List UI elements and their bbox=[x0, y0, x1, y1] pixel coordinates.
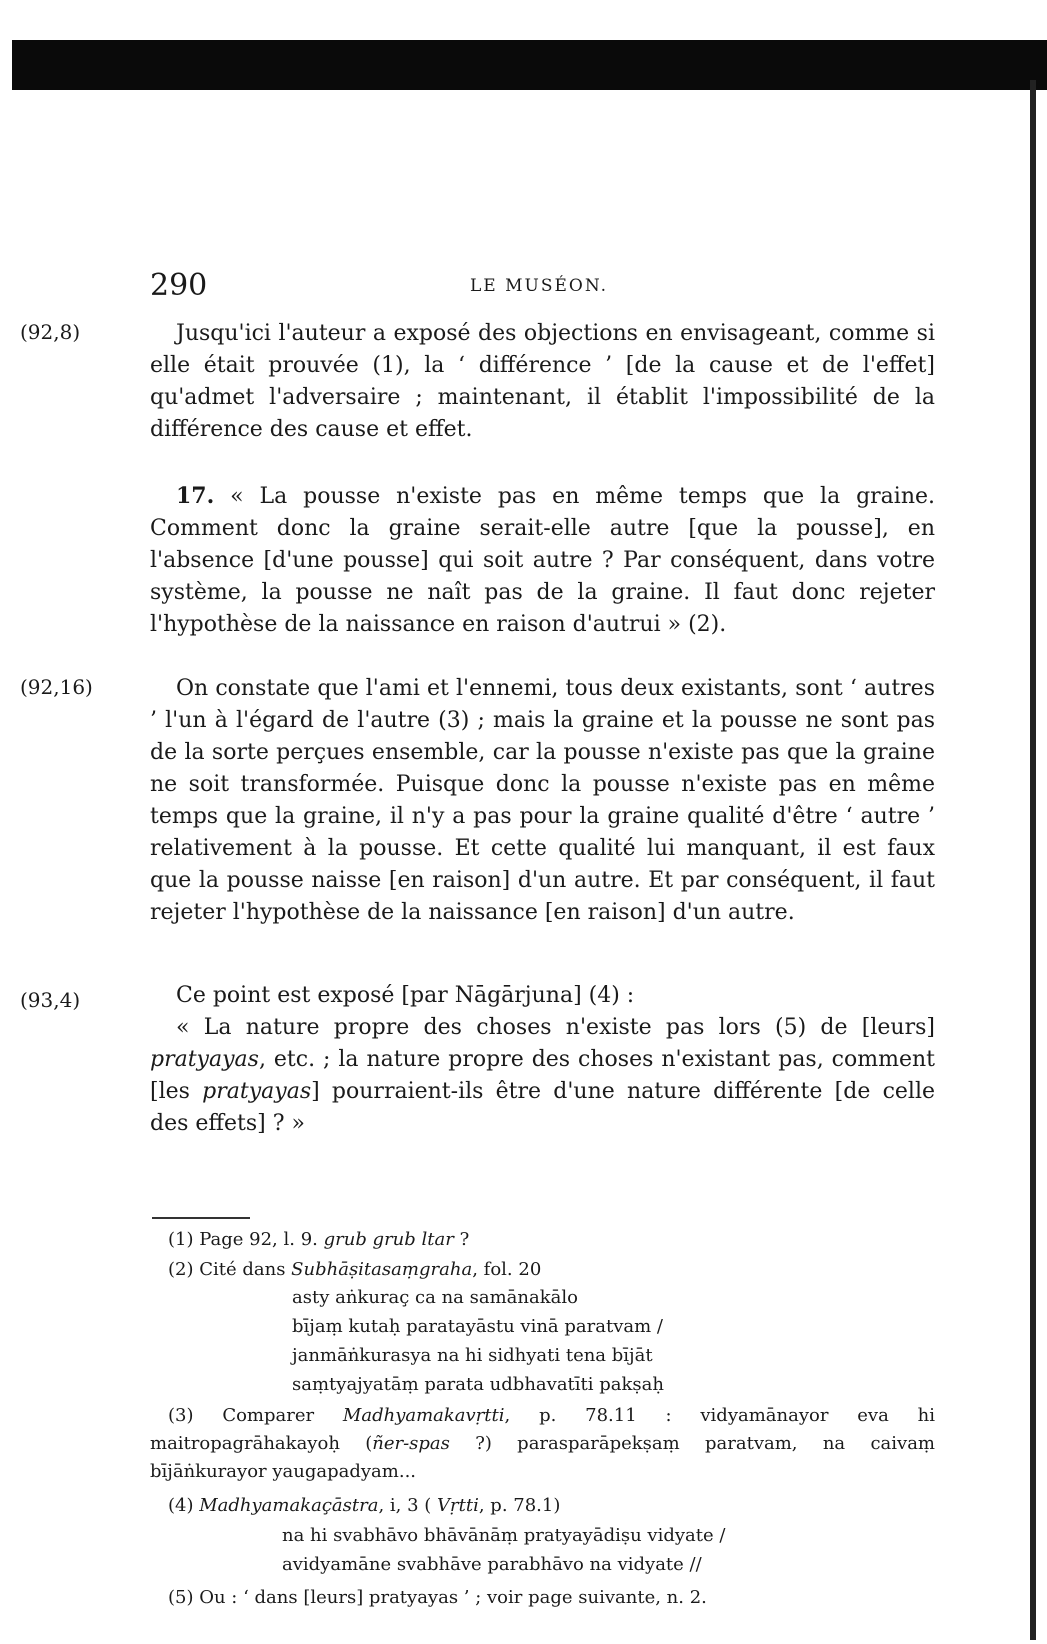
page-number: 290 bbox=[150, 268, 208, 303]
scan-top-border bbox=[12, 40, 1047, 90]
verse-line: na hi svabhāvo bhāvānāṃ pratyayādiṣu vidyate / bbox=[282, 1525, 726, 1546]
verse-text: « La pousse n'existe pas en même temps que la graine. Comment donc la graine serait-elle autre [que la pousse], en l'absence [d'une pousse] qui soit autre ? Par conséquent, dans votre système, la pousse ne naît pas de la graine. Il faut donc rejeter l'hypothèse de la naissance en raison d'autrui » (2). bbox=[150, 484, 935, 637]
footnote-text: (4) bbox=[168, 1495, 200, 1516]
footnote-4 bbox=[168, 1492, 560, 1520]
footnote-text: (3) Comparer bbox=[168, 1405, 343, 1426]
footnote-italic: Vṛtti bbox=[437, 1495, 479, 1516]
footnote-text: (1) Page 92, l. 9. bbox=[168, 1229, 324, 1250]
paragraph: On constate que l'ami et l'ennemi, tous deux existants, sont ‘ autres ’ l'un à l'égard de l'autre (3) ; mais la graine et la pousse ne sont pas de la sorte perçues ensemble, car la pousse n'existe pas que la graine ne soit transformée. Puisque donc la pousse n'existe pas en même temps que la graine, il n'y a pas pour la graine qualité d'être ‘ autre ’ relativement à la pousse. Et cette qualité lui manquant, il est faux que la pousse naisse [en raison] d'un autre. Et par conséquent, il faut rejeter l'hypothèse de la naissance [en raison] d'un autre. bbox=[150, 676, 935, 925]
quote-italic: pratyayas bbox=[202, 1079, 312, 1104]
quote-italic: pratyayas bbox=[150, 1047, 259, 1072]
footnote-text: , i, 3 ( bbox=[378, 1495, 438, 1516]
verse-number: 17. bbox=[176, 483, 215, 509]
footnote-text: , p. 78.1) bbox=[478, 1495, 561, 1516]
footnote-5: (5) Ou : ‘ dans [leurs] pratyayas ’ ; voir page suivante, n. 2. bbox=[168, 1587, 707, 1608]
footnote-italic: grub grub ltar bbox=[323, 1229, 454, 1250]
verse-line: janmāṅkurasya na hi sidhyati tena bījāt bbox=[292, 1345, 653, 1366]
verse-line: bījaṃ kutaḥ paratayāstu vinā paratvam / bbox=[292, 1316, 663, 1337]
verse-line: avidyamāne svabhāve parabhāvo na vidyate // bbox=[282, 1554, 702, 1575]
footnote-3 bbox=[150, 1402, 935, 1486]
scan-right-edge bbox=[1030, 80, 1036, 1640]
footnote-2 bbox=[168, 1256, 541, 1284]
margin-ref: (93,4) bbox=[20, 988, 81, 1012]
footnote-rule bbox=[152, 1217, 250, 1219]
running-head: LE MUSÉON. bbox=[470, 276, 609, 296]
quote-text: ] pourraient-ils être d'une nature différente [de celle des effets] ? » bbox=[150, 1079, 936, 1136]
verse-line: saṃtyajyatāṃ parata udbhavatīti pakṣaḥ bbox=[292, 1374, 664, 1395]
footnote-text: ? bbox=[453, 1229, 470, 1250]
footnote-italic: Subhāṣitasaṃgraha bbox=[291, 1259, 473, 1280]
margin-ref: (92,16) bbox=[20, 675, 93, 699]
paragraph-verse-17 bbox=[150, 480, 935, 641]
footnote-italic: ñer-spas bbox=[372, 1433, 450, 1454]
footnote-italic: Madhyamakavṛtti bbox=[342, 1405, 505, 1426]
paragraph: Ce point est exposé [par Nāgārjuna] (4) : bbox=[176, 983, 635, 1008]
margin-ref: (92,8) bbox=[20, 320, 81, 344]
footnote-italic: Madhyamakaçāstra bbox=[199, 1495, 379, 1516]
verse-line: asty aṅkuraç ca na samānakālo bbox=[292, 1287, 578, 1308]
page-header bbox=[150, 268, 940, 302]
quote-text: « La nature propre des choses n'existe pas lors (5) de [leurs] bbox=[176, 1015, 935, 1040]
paragraph-quote bbox=[150, 1012, 935, 1140]
footnote-1 bbox=[168, 1226, 469, 1254]
paragraph: Jusqu'ici l'auteur a exposé des objections en envisageant, comme si elle était prouvée (1), la ‘ différence ’ [de la cause et de l'effet] qu'admet l'adversaire ; maintenant, il établit l'impossibilité de la différence des cause et effet. bbox=[150, 321, 935, 442]
footnote-text: (2) Cité dans bbox=[168, 1259, 292, 1280]
quote-text: , etc. ; la nature propre des choses n'existant pas, comment [les bbox=[150, 1047, 935, 1104]
footnote-text: ?) parasparāpekṣaṃ paratvam, na caivaṃ bījāṅkurayor yaugapadyam... bbox=[150, 1433, 935, 1482]
footnote-text: , fol. 20 bbox=[472, 1259, 542, 1280]
footnote-text: , p. 78.11 : vidyamānayor eva hi maitropagrāhakayoḥ ( bbox=[150, 1405, 935, 1454]
